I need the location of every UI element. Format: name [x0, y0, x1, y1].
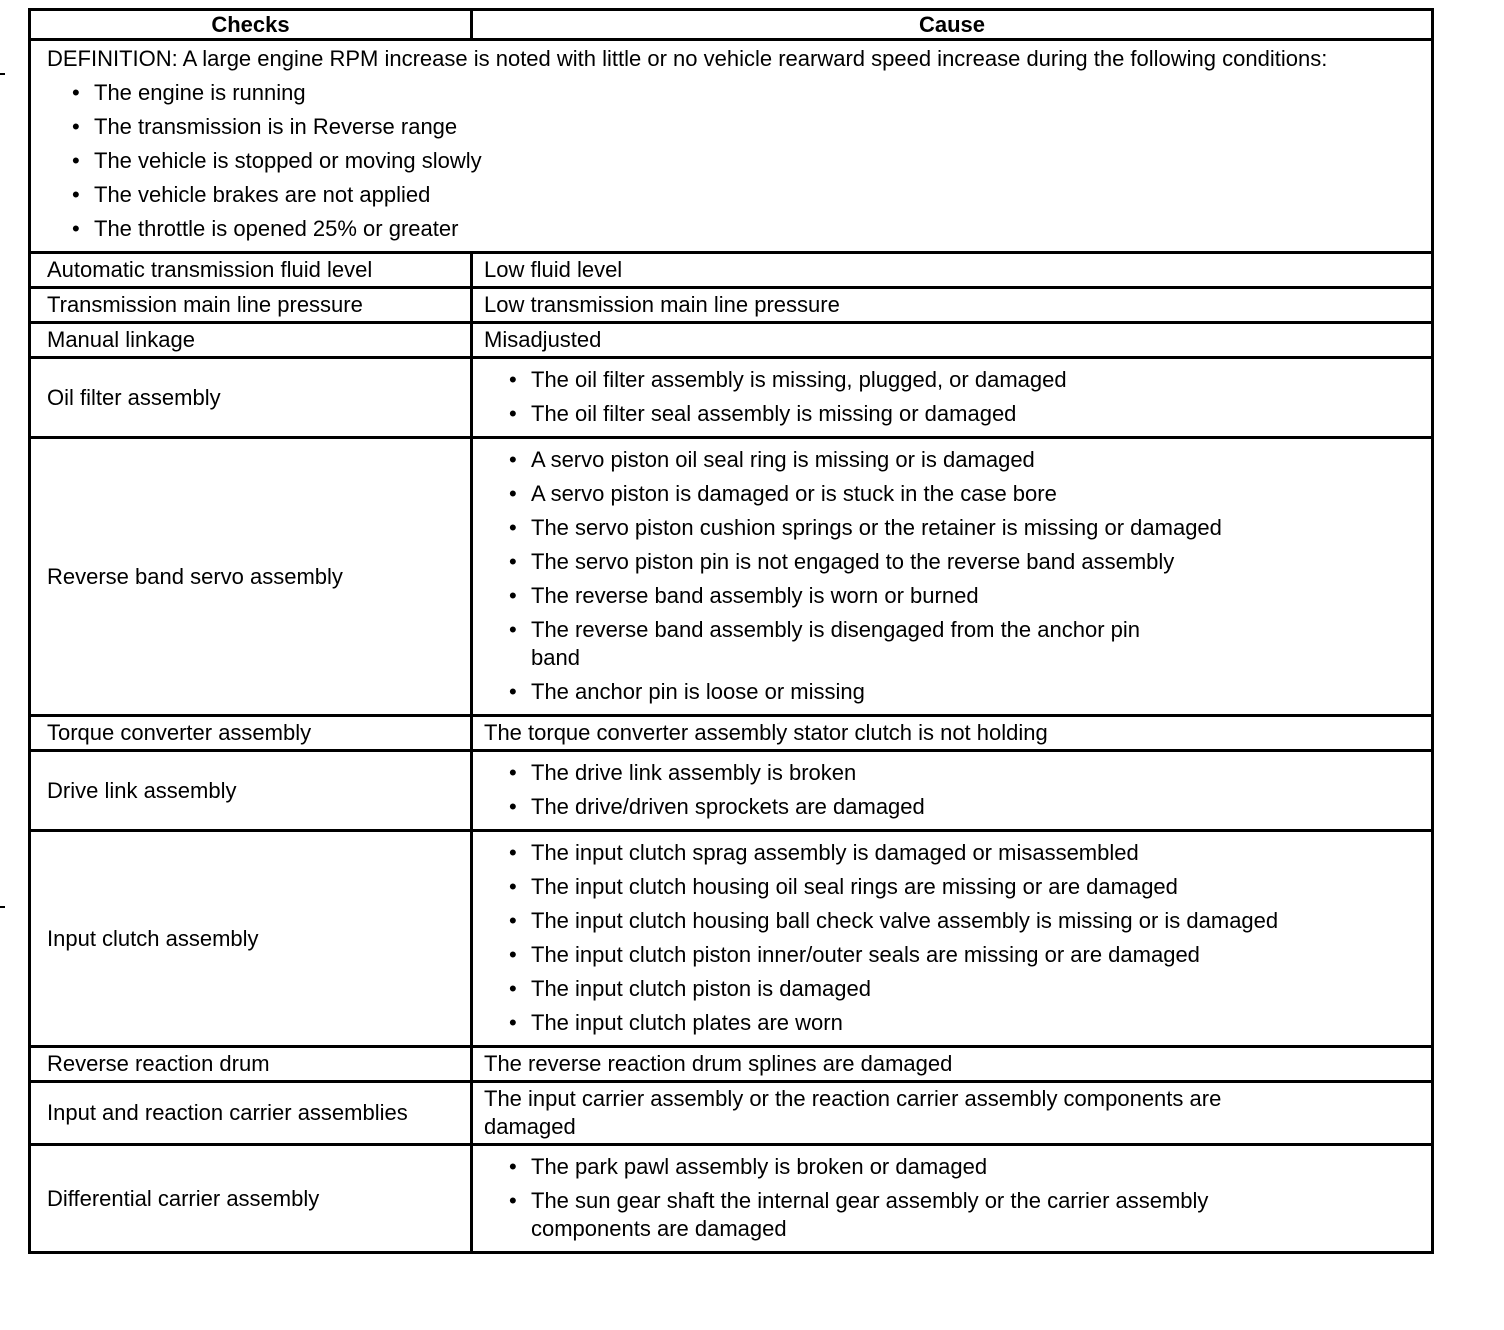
definition-cell [30, 40, 1433, 253]
cause-item: • The input clutch piston is damaged [484, 975, 1431, 1003]
check-cell: Input clutch assembly [30, 831, 472, 1047]
table-row [30, 253, 1433, 288]
table-row [30, 1145, 1433, 1253]
cause-cell [472, 1145, 1433, 1253]
cause-list [484, 839, 1431, 1037]
check-cell: Oil filter assembly [30, 358, 472, 438]
table-row [30, 438, 1433, 716]
cause-list [484, 759, 1431, 821]
condition-item: • The engine is running [47, 79, 1415, 107]
definition-row [30, 40, 1433, 253]
cause-item: • The drive/driven sprockets are damaged [484, 793, 1431, 821]
condition-item: • The throttle is opened 25% or greater [47, 215, 1415, 243]
condition-item: • The transmission is in Reverse range [47, 113, 1415, 141]
cause-item: • The reverse band assembly is worn or burned [484, 582, 1431, 610]
check-cell: Drive link assembly [30, 751, 472, 831]
condition-item: • The vehicle brakes are not applied [47, 181, 1415, 209]
cause-item: • The reverse band assembly is disengaged from the anchor pin band [484, 616, 1191, 672]
cause-item: • The oil filter seal assembly is missing or damaged [484, 400, 1431, 428]
cause-text: The input carrier assembly or the reaction carrier assembly components are damaged [484, 1086, 1222, 1139]
check-cell: Reverse reaction drum [30, 1047, 472, 1082]
cause-item: • The input clutch housing ball check valve assembly is missing or is damaged [484, 907, 1291, 935]
cause-item: • A servo piston oil seal ring is missing or is damaged [484, 446, 1431, 474]
condition-item: • The vehicle is stopped or moving slowly [47, 147, 1415, 175]
check-cell: Input and reaction carrier assemblies [30, 1082, 472, 1145]
cause-item: • The park pawl assembly is broken or damaged [484, 1153, 1431, 1181]
cause-cell [472, 751, 1433, 831]
check-cell: Automatic transmission fluid level [30, 253, 472, 288]
header-row [30, 10, 1433, 40]
condition-list [47, 79, 1415, 243]
check-cell: Manual linkage [30, 323, 472, 358]
cause-item: • The input clutch housing oil seal rings are missing or are damaged [484, 873, 1431, 901]
check-cell: Transmission main line pressure [30, 288, 472, 323]
check-cell: Reverse band servo assembly [30, 438, 472, 716]
cause-item: • The servo piston pin is not engaged to the reverse band assembly [484, 548, 1431, 576]
cause-cell [472, 831, 1433, 1047]
table-row [30, 751, 1433, 831]
cause-item: • The sun gear shaft the internal gear assembly or the carrier assembly components are damaged [484, 1187, 1231, 1243]
cause-list [484, 446, 1431, 706]
definition-text: DEFINITION: A large engine RPM increase is noted with little or no vehicle rearward speed increase during the following conditions: [47, 46, 1328, 71]
check-cell: Torque converter assembly [30, 716, 472, 751]
column-header-cause: Cause [472, 10, 1433, 40]
cause-cell: Low fluid level [472, 253, 1433, 288]
table-row [30, 716, 1433, 751]
cause-item: • The servo piston cushion springs or the retainer is missing or damaged [484, 514, 1231, 542]
margin-tick-top [0, 73, 5, 75]
cause-cell: Low transmission main line pressure [472, 288, 1433, 323]
column-header-checks: Checks [30, 10, 472, 40]
table-row [30, 323, 1433, 358]
cause-item: • The drive link assembly is broken [484, 759, 1431, 787]
cause-cell [472, 438, 1433, 716]
table-row [30, 358, 1433, 438]
cause-item: • The input clutch sprag assembly is damaged or misassembled [484, 839, 1431, 867]
table-row [30, 831, 1433, 1047]
diagnosis-table [28, 8, 1434, 1254]
table-row [30, 288, 1433, 323]
cause-item: • A servo piston is damaged or is stuck in the case bore [484, 480, 1431, 508]
cause-item: • The anchor pin is loose or missing [484, 678, 1431, 706]
cause-list [484, 366, 1431, 428]
cause-cell: The torque converter assembly stator clutch is not holding [472, 716, 1433, 751]
cause-cell [472, 1082, 1433, 1145]
cause-cell [472, 358, 1433, 438]
cause-item: • The oil filter assembly is missing, plugged, or damaged [484, 366, 1431, 394]
cause-cell: Misadjusted [472, 323, 1433, 358]
cause-item: • The input clutch piston inner/outer seals are missing or are damaged [484, 941, 1431, 969]
margin-tick-bottom [0, 906, 5, 908]
cause-cell: The reverse reaction drum splines are damaged [472, 1047, 1433, 1082]
cause-item: • The input clutch plates are worn [484, 1009, 1431, 1037]
cause-list [484, 1153, 1431, 1243]
check-cell: Differential carrier assembly [30, 1145, 472, 1253]
table-row [30, 1047, 1433, 1082]
table-row [30, 1082, 1433, 1145]
